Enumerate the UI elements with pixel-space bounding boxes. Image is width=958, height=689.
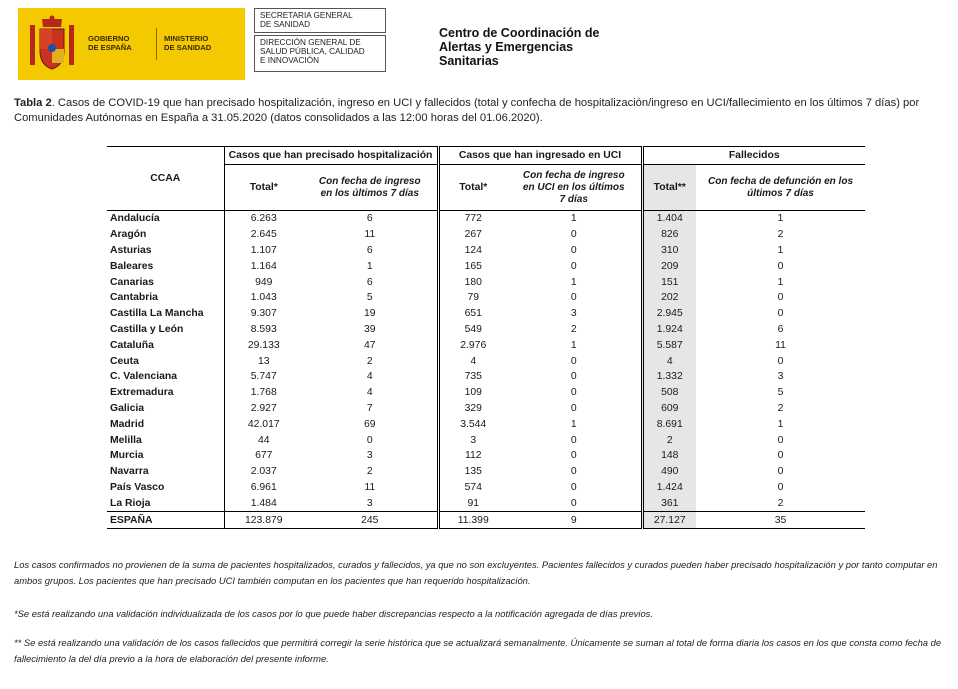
secretaria-label: SECRETARIA GENERAL DE SANIDAD xyxy=(254,8,386,33)
ccaa-cell: C. Valenciana xyxy=(110,371,177,383)
table-row xyxy=(107,243,865,259)
fall-7d-cell: 6 xyxy=(777,323,784,335)
fall-7d-cell: 1 xyxy=(777,244,784,256)
total-uci-cell: 135 xyxy=(438,464,507,480)
hosp-7d-cell: 2 xyxy=(366,355,373,367)
ccaa-cell: Ceuta xyxy=(110,355,139,367)
fall-7d-cell: 0 xyxy=(777,308,784,320)
total-uci-cell: 735 xyxy=(438,369,507,385)
table-row xyxy=(107,369,865,385)
logo-divider xyxy=(156,28,157,60)
total-fall-cell: 361 xyxy=(642,495,696,511)
ccaa-cell: Castilla y León xyxy=(110,323,184,335)
total-fall-cell: 1.332 xyxy=(642,369,696,385)
uci-7d-cell: 1 xyxy=(570,418,577,430)
hosp-7d-cell: 11 xyxy=(364,229,376,241)
table-row xyxy=(107,274,865,290)
table-row xyxy=(107,464,865,480)
note-general: Los casos confirmados no provienen de la suma de pacientes hospitalizados, curados y fallecidos, ya que no son excluyentes. Pacientes fallecidos y curados pueden haber precisado hospitalización y por tanto computar en ambos grupos. Los pacientes que han precisado UCI también computan en los pacientes que han requerido hospitalización. xyxy=(14,559,938,586)
total-fall-cell: 151 xyxy=(642,274,696,290)
uci-7d-cell: 2 xyxy=(570,323,577,335)
hosp-7d-cell: 4 xyxy=(366,371,373,383)
total-hosp-cell: 9.307 xyxy=(224,306,303,322)
total-fall-cell: 310 xyxy=(642,243,696,259)
table-row xyxy=(107,432,865,448)
uci-7d-cell: 1 xyxy=(570,213,577,225)
uci-7d-cell: 0 xyxy=(570,371,577,383)
hosp-7d-cell: 6 xyxy=(366,276,373,288)
uci-7d-cell: 1 xyxy=(570,276,577,288)
table-row xyxy=(107,337,865,353)
hosp-7d-cell: 6 xyxy=(366,213,373,225)
fall-7d-cell: 0 xyxy=(777,466,784,478)
ccaa-cell: Andalucía xyxy=(110,213,160,225)
hosp-7d-cell: 3 xyxy=(366,450,373,462)
hosp-7d-cell: 3 xyxy=(366,497,373,509)
total-uci-cell: 91 xyxy=(438,495,507,511)
total-hosp-cell: 1.164 xyxy=(224,258,303,274)
ccaa-cell: La Rioja xyxy=(110,497,151,509)
ccaa-cell: Extremadura xyxy=(110,387,174,399)
total-hosp-cell: 2.927 xyxy=(224,401,303,417)
ccaa-cell: Galicia xyxy=(110,402,145,414)
total-hosp-cell: 13 xyxy=(224,353,303,369)
note-double-asterisk: ** Se está realizando una validación de los casos fallecidos que permitirá corregir la serie histórica que se actualizará semanalmente. Únicamente se suman al total de forma diaria los casos en los que consta como fecha de fallecimiento la del día previo a la hora de elaboración del presente informe. xyxy=(14,637,942,664)
col-total-uci: Total* xyxy=(438,165,507,211)
table-body xyxy=(107,211,865,529)
total-hosp-cell: 1.768 xyxy=(224,385,303,401)
total-hosp-cell: 1.484 xyxy=(224,495,303,511)
group-fall-header: Fallecidos xyxy=(642,147,865,165)
uci-7d-cell: 0 xyxy=(570,260,577,272)
fall-7d-cell: 1 xyxy=(777,418,784,430)
uci-7d-cell: 0 xyxy=(570,387,577,399)
fall-7d-cell: 2 xyxy=(777,402,784,414)
total-hosp-cell: 29.133 xyxy=(224,337,303,353)
uci-7d-cell: 0 xyxy=(570,450,577,462)
total-uci-cell: 165 xyxy=(438,258,507,274)
total-fall-cell: 202 xyxy=(642,290,696,306)
uci-7d-cell: 1 xyxy=(570,339,577,351)
uci-7d-cell: 0 xyxy=(570,402,577,414)
total-hosp-cell: 6.263 xyxy=(224,211,303,227)
total-fall-7d-cell: 35 xyxy=(696,512,865,529)
uci-7d-cell: 0 xyxy=(570,292,577,304)
total-uci-cell: 3.544 xyxy=(438,416,507,432)
total-hosp-cell: 5.747 xyxy=(224,369,303,385)
total-fall-cell: 2 xyxy=(642,432,696,448)
ccaa-cell: Aragón xyxy=(110,229,147,241)
hosp-7d-cell: 11 xyxy=(364,481,376,493)
ccaa-cell: Asturias xyxy=(110,244,152,256)
col-total-fall: Total** xyxy=(642,165,696,211)
fall-7d-cell: 1 xyxy=(777,213,784,225)
total-fall-cell: 8.691 xyxy=(642,416,696,432)
uci-7d-cell: 0 xyxy=(570,497,577,509)
total-fall-cell: 1.924 xyxy=(642,322,696,338)
total-total-hosp-cell: 123.879 xyxy=(224,512,303,529)
table-row xyxy=(107,401,865,417)
uci-7d-cell: 0 xyxy=(570,434,577,446)
hosp-7d-cell: 2 xyxy=(366,466,373,478)
hosp-7d-cell: 0 xyxy=(366,434,373,446)
total-fall-cell: 490 xyxy=(642,464,696,480)
table-row xyxy=(107,353,865,369)
centro-title: Centro de Coordinación de Alertas y Emergencias Sanitarias xyxy=(439,26,600,68)
fall-7d-cell: 1 xyxy=(777,276,784,288)
total-hosp-cell: 2.037 xyxy=(224,464,303,480)
total-uci-cell: 3 xyxy=(438,432,507,448)
gobierno-label: GOBIERNO DE ESPAÑA xyxy=(88,34,132,52)
fall-7d-cell: 0 xyxy=(777,355,784,367)
fall-7d-cell: 5 xyxy=(777,387,784,399)
secretaria-box xyxy=(254,8,386,80)
col-fall-7d: Con fecha de defunción en los últimos 7 días xyxy=(696,165,865,211)
total-uci-cell: 79 xyxy=(438,290,507,306)
covid-table xyxy=(107,146,865,529)
total-uci-cell: 112 xyxy=(438,448,507,464)
table-row xyxy=(107,480,865,496)
ccaa-cell: País Vasco xyxy=(110,481,165,493)
ccaa-cell: Canarias xyxy=(110,276,154,288)
total-fall-cell: 1.404 xyxy=(642,211,696,227)
total-fall-cell: 148 xyxy=(642,448,696,464)
total-ccaa-cell: ESPAÑA xyxy=(107,512,224,529)
hosp-7d-cell: 5 xyxy=(366,292,373,304)
fall-7d-cell: 3 xyxy=(777,371,784,383)
total-uci-cell: 267 xyxy=(438,227,507,243)
total-fall-cell: 209 xyxy=(642,258,696,274)
ccaa-cell: Murcia xyxy=(110,450,144,462)
group-uci-header: Casos que han ingresado en UCI xyxy=(438,147,642,165)
direccion-label: DIRECCIÓN GENERAL DE SALUD PÚBLICA, CALIDAD E INNOVACIÓN xyxy=(254,35,386,72)
ministerio-label: MINISTERIO DE SANIDAD xyxy=(164,34,212,52)
total-uci-cell: 180 xyxy=(438,274,507,290)
ccaa-cell: Cantabria xyxy=(110,292,158,304)
government-logo xyxy=(18,8,245,80)
total-hosp-cell: 949 xyxy=(224,274,303,290)
group-hosp-header: Casos que han precisado hospitalización xyxy=(224,147,438,165)
total-fall-cell: 2.945 xyxy=(642,306,696,322)
total-fall-cell: 609 xyxy=(642,401,696,417)
table-row xyxy=(107,322,865,338)
ccaa-cell: Navarra xyxy=(110,466,149,478)
uci-7d-cell: 0 xyxy=(570,481,577,493)
total-row xyxy=(107,512,865,529)
table-row xyxy=(107,258,865,274)
col-total-hosp: Total* xyxy=(224,165,303,211)
total-hosp-cell: 42.017 xyxy=(224,416,303,432)
col-hosp-7d: Con fecha de ingreso en los últimos 7 días xyxy=(303,165,438,211)
total-hosp-cell: 2.645 xyxy=(224,227,303,243)
hosp-7d-cell: 6 xyxy=(366,244,373,256)
total-fall-cell: 5.587 xyxy=(642,337,696,353)
total-uci-cell: 651 xyxy=(438,306,507,322)
total-hosp-cell: 6.961 xyxy=(224,480,303,496)
total-uci-cell: 109 xyxy=(438,385,507,401)
fall-7d-cell: 0 xyxy=(777,481,784,493)
ccaa-header: CCAA xyxy=(107,147,224,211)
table-caption xyxy=(14,96,944,126)
caption-text: . Casos de COVID-19 que han precisado hospitalización, ingreso en UCI y fallecidos (total y confecha de hospitalización/ingreso en UCI/fallecimiento en los últimos 7 días) por Comunidades Autónomas en España a 31.05.2020 (datos consolidados a las 12:00 horas del 01.06.2020). xyxy=(14,97,920,124)
hosp-7d-cell: 4 xyxy=(366,387,373,399)
total-hosp-cell: 44 xyxy=(224,432,303,448)
hosp-7d-cell: 39 xyxy=(363,323,376,335)
ccaa-cell: Baleares xyxy=(110,260,154,272)
total-uci-cell: 549 xyxy=(438,322,507,338)
total-hosp-cell: 1.107 xyxy=(224,243,303,259)
table-row xyxy=(107,227,865,243)
total-fall-cell: 4 xyxy=(642,353,696,369)
total-uci-cell: 772 xyxy=(438,211,507,227)
total-hosp-cell: 8.593 xyxy=(224,322,303,338)
table-row xyxy=(107,290,865,306)
fall-7d-cell: 0 xyxy=(777,292,784,304)
uci-7d-cell: 0 xyxy=(570,244,577,256)
ccaa-cell: Cataluña xyxy=(110,339,154,351)
total-fall-cell: 508 xyxy=(642,385,696,401)
ccaa-cell: Melilla xyxy=(110,434,142,446)
ccaa-cell: Madrid xyxy=(110,418,145,430)
uci-7d-cell: 0 xyxy=(570,355,577,367)
total-uci-cell: 329 xyxy=(438,401,507,417)
total-hosp-7d-cell: 245 xyxy=(303,512,438,529)
total-hosp-cell: 677 xyxy=(224,448,303,464)
table-row xyxy=(107,306,865,322)
coat-of-arms-icon xyxy=(28,15,76,73)
total-fall-cell: 1.424 xyxy=(642,480,696,496)
hosp-7d-cell: 1 xyxy=(366,260,373,272)
total-hosp-cell: 1.043 xyxy=(224,290,303,306)
table-row xyxy=(107,495,865,511)
total-uci-cell: 124 xyxy=(438,243,507,259)
total-uci-7d-cell: 9 xyxy=(507,512,642,529)
table-row xyxy=(107,211,865,227)
total-uci-cell: 2.976 xyxy=(438,337,507,353)
table-row xyxy=(107,385,865,401)
fall-7d-cell: 0 xyxy=(777,450,784,462)
total-total-uci-cell: 11.399 xyxy=(438,512,507,529)
hosp-7d-cell: 69 xyxy=(363,418,376,430)
uci-7d-cell: 3 xyxy=(570,308,577,320)
total-uci-cell: 4 xyxy=(438,353,507,369)
hosp-7d-cell: 47 xyxy=(363,339,376,351)
total-uci-cell: 574 xyxy=(438,480,507,496)
fall-7d-cell: 0 xyxy=(777,260,784,272)
col-uci-7d: Con fecha de ingreso en UCI en los últimos 7 días xyxy=(507,165,642,211)
hosp-7d-cell: 7 xyxy=(366,402,373,414)
ccaa-cell: Castilla La Mancha xyxy=(110,308,204,320)
hosp-7d-cell: 19 xyxy=(363,308,376,320)
note-asterisk: *Se está realizando una validación individualizada de los casos por lo que puede haber discrepancias respecto a la notificación agregada de días previos. xyxy=(14,608,653,619)
total-fall-cell: 826 xyxy=(642,227,696,243)
fall-7d-cell: 2 xyxy=(777,229,784,241)
table-row xyxy=(107,448,865,464)
caption-label: Tabla 2 xyxy=(14,97,52,109)
fall-7d-cell: 0 xyxy=(777,434,784,446)
uci-7d-cell: 0 xyxy=(570,229,577,241)
fall-7d-cell: 11 xyxy=(775,339,786,351)
fall-7d-cell: 2 xyxy=(777,497,784,509)
table-row xyxy=(107,416,865,432)
total-total-fall-cell: 27.127 xyxy=(642,512,696,529)
uci-7d-cell: 0 xyxy=(570,466,577,478)
